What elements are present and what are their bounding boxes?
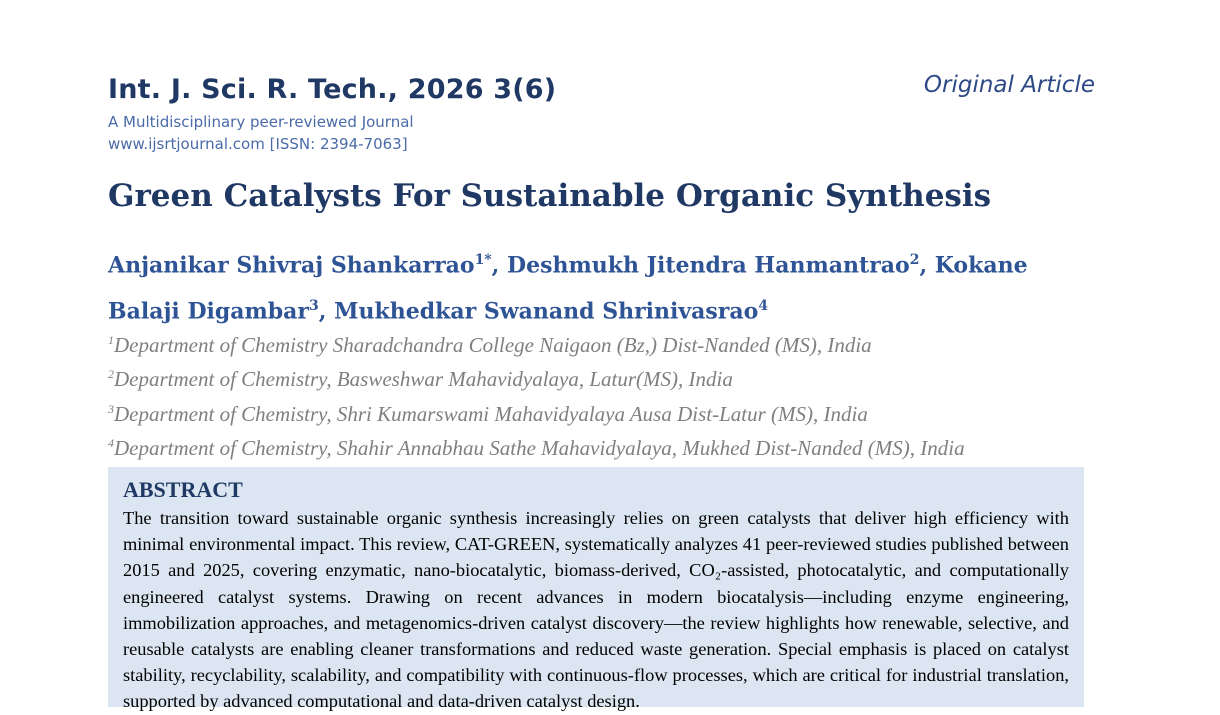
abstract-box — [108, 467, 1084, 712]
author-name: Deshmukh Jitendra Hanmantrao — [507, 252, 910, 279]
author-separator: , — [491, 252, 507, 279]
author-name: Kokane Balaji Digambar — [108, 252, 1028, 325]
journal-tagline: A Multidisciplinary peer-reviewed Journal — [108, 113, 414, 131]
affiliation-number: 2 — [108, 367, 114, 382]
affiliation-line — [108, 395, 1108, 429]
abstract-body: The transition toward sustainable organic synthesis increasingly relies on green catalysts that deliver high efficiency with minimal environmental impact. This review, CAT-GREEN, systematically analyzes 41 peer-reviewed studies published between 2015 and 2025, covering enzymatic, nano-biocatalytic, biomass-derived, CO₂-assisted, photocatalytic, and computationally engineered catalyst systems. Drawing on recent advances in modern biocatalysis—including enzyme engineering, immobilization approaches, and metagenomics-driven catalyst discovery—the review highlights how renewable, selective, and reusable catalysts are enabling cleaner transformations and reduced waste generation. Special emphasis is placed on catalyst stability, recyclability, scalability, and compatibility with continuous-flow processes, which are critical for industrial translation, supported by advanced computational and data-driven catalyst design. — [123, 508, 1069, 712]
author-separator: , — [318, 298, 335, 325]
author-affiliation-mark: 4 — [758, 298, 769, 315]
journal-name: Int. J. Sci. R. Tech., 2026 3(6) — [108, 74, 557, 105]
affiliation-number: 1 — [108, 333, 114, 347]
author-name: Mukhedkar Swanand Shrinivasrao — [334, 298, 759, 325]
affiliation-text: Department of Chemistry, Basweshwar Mahavidyalaya, Latur(MS), India — [114, 367, 733, 392]
affiliation-number: 3 — [108, 401, 114, 416]
affiliation-line — [108, 360, 1108, 394]
affiliation-list — [108, 326, 1108, 463]
affiliation-text: Department of Chemistry, Shahir Annabhau Sathe Mahavidyalaya, Mukhed Dist-Nanded (MS), India — [114, 435, 965, 460]
abstract-heading: ABSTRACT — [123, 477, 243, 502]
author-affiliation-mark: 1* — [474, 252, 492, 268]
affiliation-text: Department of Chemistry, Shri Kumarswami Mahavidyalaya Ausa Dist-Latur (MS), India — [114, 401, 868, 426]
affiliation-number: 4 — [108, 435, 114, 450]
article-type-label: Original Article — [923, 72, 1095, 98]
journal-website: www.ijsrtjournal.com [ISSN: 2394-7063] — [108, 135, 408, 153]
author-separator: , — [919, 252, 935, 279]
author-affiliation-mark: 2 — [909, 252, 920, 268]
paper-title: Green Catalysts For Sustainable Organic Synthesis — [108, 178, 992, 214]
affiliation-line — [108, 429, 1108, 463]
affiliation-line — [108, 326, 1108, 360]
affiliation-text: Department of Chemistry Sharadchandra College Naigaon (Bz,) Dist-Nanded (MS), India — [114, 333, 872, 357]
author-name: Anjanikar Shivraj Shankarrao — [108, 252, 475, 279]
author-list — [108, 240, 1068, 333]
author-affiliation-mark: 3 — [309, 298, 319, 315]
